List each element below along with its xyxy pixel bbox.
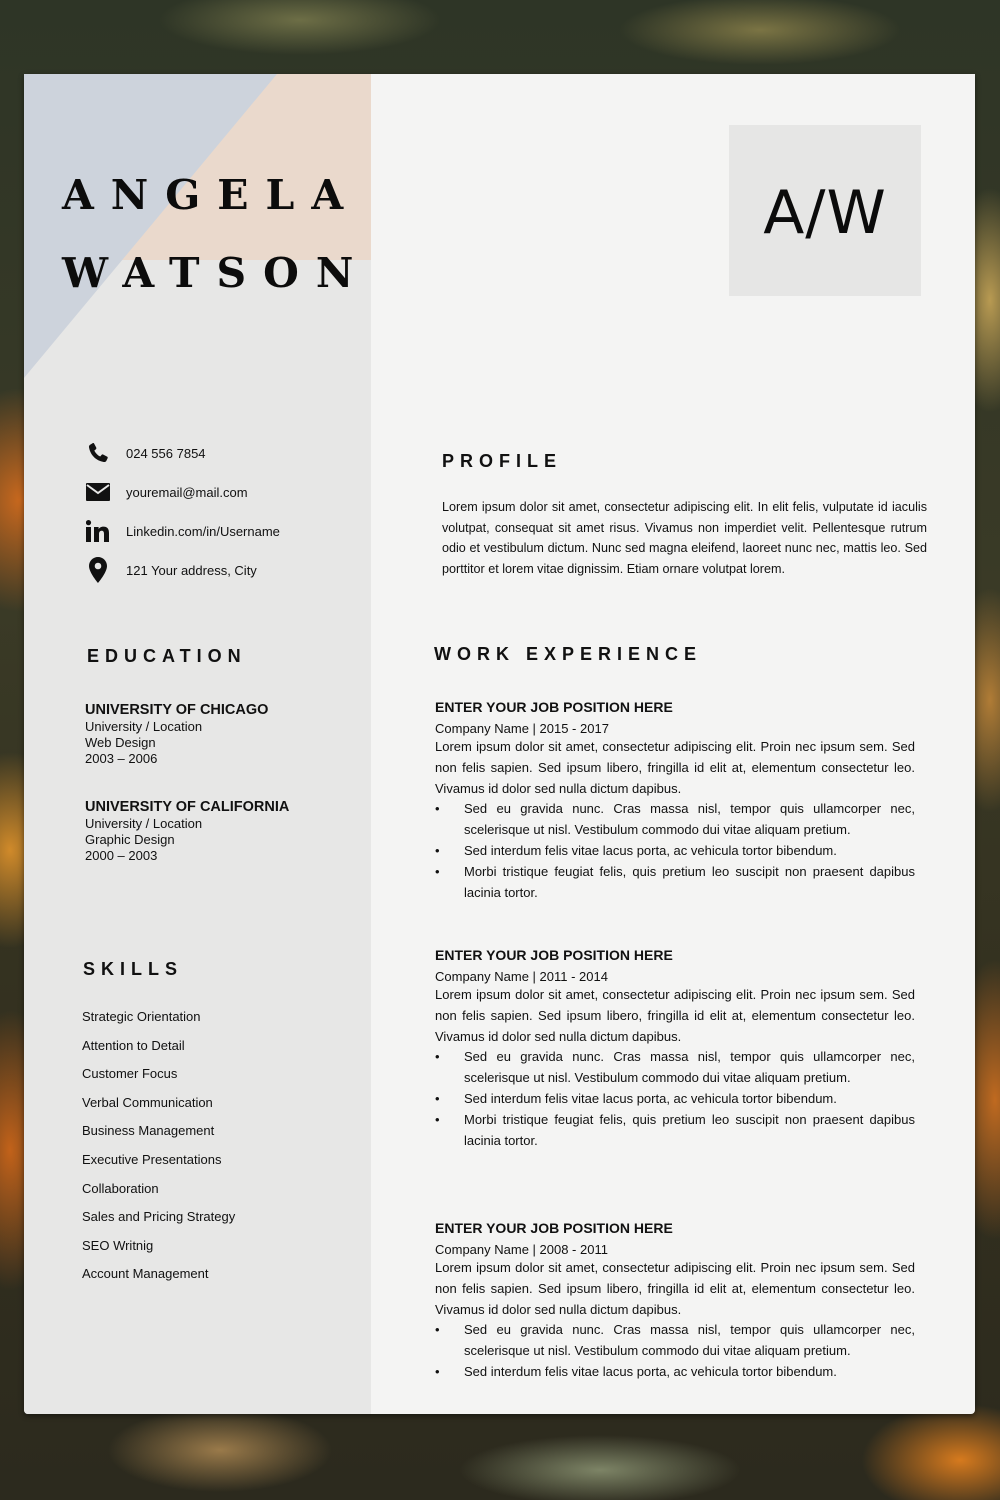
skill-item: Attention to Detail: [82, 1037, 185, 1053]
job-bullet: • Sed eu gravida nunc. Cras massa nisl, tempor quis ullamcorper nec, scelerisque ut nisl. Vestibulum commodo dui vitae aliquam pretium.: [435, 1322, 915, 1359]
linkedin-url: Linkedin.com/in/Username: [126, 523, 280, 539]
last-name: WATSON: [62, 249, 371, 297]
skills-heading: SKILLS: [83, 959, 184, 979]
job-company: Company Name | 2008 - 2011: [435, 1242, 608, 1257]
monogram-text: A/W: [763, 177, 887, 248]
skill-item: Business Management: [82, 1123, 215, 1139]
work-experience-heading: WORK EXPERIENCE: [434, 644, 703, 664]
phone-number: 024 556 7854: [126, 445, 206, 461]
job-bullets: [435, 799, 915, 903]
job-bullets: [435, 1047, 915, 1151]
school-years: 2003 – 2006: [85, 751, 158, 766]
resume-page: [24, 74, 975, 1414]
job-position: ENTER YOUR JOB POSITION HERE: [435, 947, 673, 963]
job-bullets: [435, 1320, 915, 1382]
job-entry: [435, 947, 915, 1151]
bullet-icon: •: [435, 1322, 440, 1338]
job-description: Lorem ipsum dolor sit amet, consectetur adipiscing elit. Proin nec ipsum sem. Sed non felis sapien. Sed ipsum libero, fringilla id elit at, elementum consectetur leo. Vivamus id dolor sed nulla dictum dapibus.: [435, 987, 915, 1044]
email-icon: [86, 479, 110, 505]
bullet-icon: •: [435, 1049, 440, 1065]
address: 121 Your address, City: [126, 562, 257, 578]
bullet-icon: •: [435, 842, 440, 858]
job-bullet: • Morbi tristique feugiat felis, quis pretium leo suscipit non praesent dapibus lacinia tortor.: [435, 1111, 915, 1148]
job-bullet: • Sed eu gravida nunc. Cras massa nisl, tempor quis ullamcorper nec, scelerisque ut nisl. Vestibulum commodo dui vitae aliquam pretium.: [435, 1049, 915, 1086]
school-field: Web Design: [85, 735, 156, 750]
skill-item: Verbal Communication: [82, 1094, 213, 1110]
school-years: 2000 – 2003: [85, 848, 158, 863]
profile-heading: PROFILE: [442, 451, 563, 471]
school-location: University / Location: [85, 816, 203, 831]
job-position: ENTER YOUR JOB POSITION HERE: [435, 1220, 673, 1236]
school-field: Graphic Design: [85, 832, 175, 847]
skill-item: Account Management: [82, 1266, 209, 1282]
job-description: Lorem ipsum dolor sit amet, consectetur adipiscing elit. Proin nec ipsum sem. Sed non felis sapien. Sed ipsum libero, fringilla id elit at, elementum consectetur leo. Vivamus id dolor sed nulla dictum dapibus.: [435, 1260, 915, 1317]
bullet-icon: •: [435, 1111, 440, 1127]
job-company: Company Name | 2011 - 2014: [435, 969, 608, 984]
job-position: ENTER YOUR JOB POSITION HERE: [435, 699, 673, 715]
job-bullet: • Sed eu gravida nunc. Cras massa nisl, tempor quis ullamcorper nec, scelerisque ut nisl. Vestibulum commodo dui vitae aliquam pretium.: [435, 801, 915, 838]
skill-item: Strategic Orientation: [82, 1009, 201, 1024]
school-location: University / Location: [85, 719, 203, 734]
job-entry: [435, 1220, 915, 1383]
bullet-icon: •: [435, 1363, 440, 1379]
monogram-box: [729, 125, 921, 296]
location-pin-icon: [86, 557, 110, 583]
linkedin-icon: [86, 518, 110, 544]
skill-item: Customer Focus: [82, 1066, 178, 1082]
job-entry: [435, 699, 915, 903]
email-address: youremail@mail.com: [126, 484, 248, 500]
skill-item: SEO Writnig: [82, 1237, 154, 1253]
job-description: Lorem ipsum dolor sit amet, consectetur adipiscing elit. Proin nec ipsum sem. Sed non felis sapien. Sed ipsum libero, fringilla id elit at, elementum consectetur leo. Vivamus id dolor sed nulla dictum dapibus.: [435, 739, 915, 796]
phone-icon: [86, 440, 110, 466]
job-bullet: • Morbi tristique feugiat felis, quis pretium leo suscipit non praesent dapibus lacinia tortor.: [435, 863, 915, 900]
bullet-icon: •: [435, 801, 440, 817]
education-item: [85, 702, 268, 767]
school-name: UNIVERSITY OF CHICAGO: [85, 702, 269, 718]
school-name: UNIVERSITY OF CALIFORNIA: [85, 799, 290, 815]
bullet-icon: •: [435, 863, 440, 879]
skill-item: Sales and Pricing Strategy: [82, 1209, 236, 1225]
skill-item: Collaboration: [82, 1180, 159, 1196]
job-bullet: • Sed interdum felis vitae lacus porta, ac vehicula tortor bibendum.: [435, 1362, 915, 1383]
education-item: [85, 799, 289, 864]
first-name: ANGELA: [62, 171, 361, 219]
contact-email: [86, 479, 248, 505]
profile-text: Lorem ipsum dolor sit amet, consectetur adipiscing elit. In elit felis, vulputate id iaculis volutpat, consequat sit amet risus. Vivamus non imperdiet velit. Pellentesque rutrum odio et vestibulum dictum. Nunc sed magna eleifend, laoreet nunc nec, mattis leo. Sed porttitor et lorem vitae dignissim. Etiam ornare volutpat lorem.: [442, 500, 927, 577]
education-heading: EDUCATION: [87, 646, 247, 666]
contact-address: [86, 557, 257, 583]
job-company: Company Name | 2015 - 2017: [435, 721, 609, 736]
contact-phone: [86, 440, 206, 466]
candidate-name: [62, 156, 370, 312]
skill-item: Executive Presentations: [82, 1151, 222, 1167]
job-bullet: • Sed interdum felis vitae lacus porta, ac vehicula tortor bibendum.: [435, 1089, 915, 1110]
bullet-icon: •: [435, 1090, 440, 1106]
contact-linkedin: [86, 518, 280, 544]
skills-list: [82, 1009, 235, 1295]
job-bullet: • Sed interdum felis vitae lacus porta, ac vehicula tortor bibendum.: [435, 841, 915, 862]
